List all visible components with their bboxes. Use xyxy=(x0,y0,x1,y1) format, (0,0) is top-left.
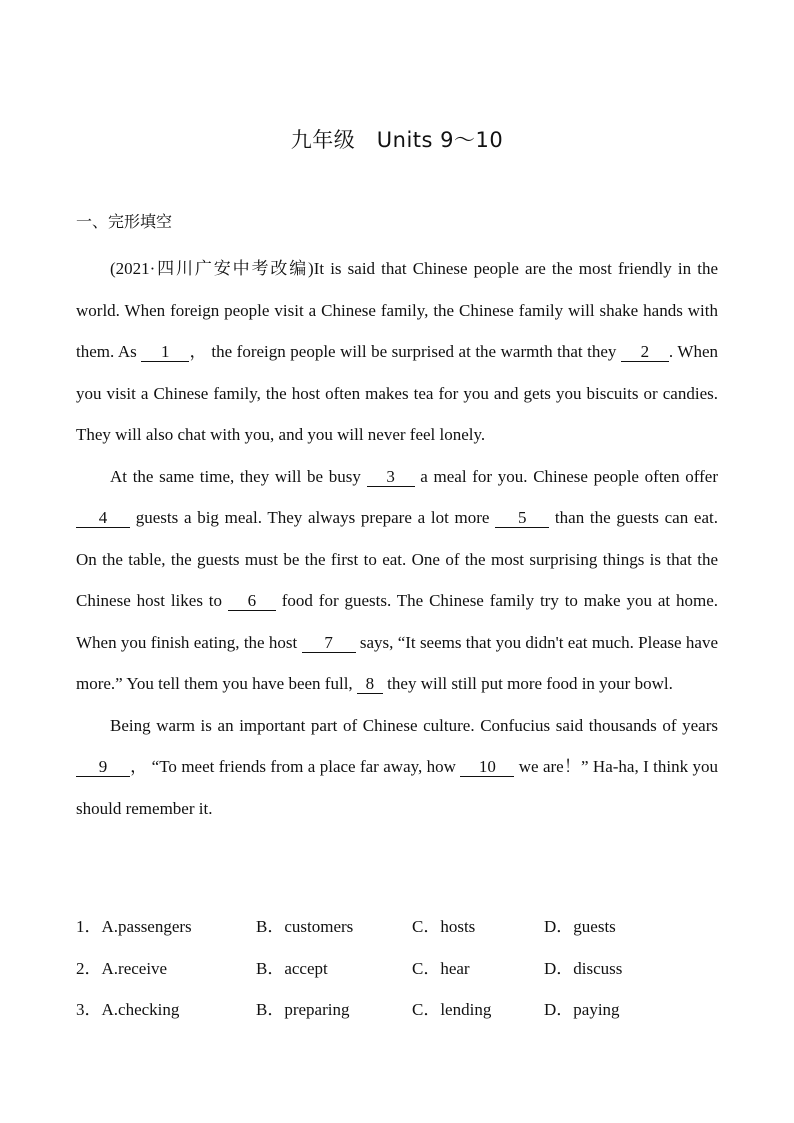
question-option-b: B．preparing xyxy=(256,1000,350,1019)
question-option-c: C．hear xyxy=(412,958,470,978)
paragraph-1 xyxy=(76,248,718,456)
passage-text: guests a big meal. They always prepare a lot more xyxy=(130,508,496,527)
question-number: 2． xyxy=(76,958,102,978)
passage-text: we are！” Ha-ha, I think you should remember it. xyxy=(76,757,718,818)
question-options xyxy=(76,912,718,1037)
question-option-c: C．hosts xyxy=(412,917,476,936)
blank-9: 9 xyxy=(76,758,130,777)
passage-text: says, “It seems that you didn't eat much. Please have more.” You tell them you have been full, xyxy=(76,632,718,693)
question-number: 1． xyxy=(76,917,102,936)
paragraph-2 xyxy=(76,456,718,705)
passage-text: Being warm is an important part of Chinese culture. Confucius said thousands of years xyxy=(110,715,718,735)
question-row xyxy=(76,995,718,1037)
passage-text: a meal for you. Chinese people often offer xyxy=(414,466,718,486)
passage-text: they will still put more food in your bowl. xyxy=(382,674,673,693)
passage-text: (2021·四川广安中考改编)It is said that Chinese people are the most friendly in the world. When foreign people visit a Chinese family, the Chinese family will shake hands with them. As xyxy=(76,259,718,361)
blank-6: 6 xyxy=(228,592,276,611)
passage-text: At the same time, they will be busy xyxy=(110,466,367,486)
blank-2: 2 xyxy=(621,343,669,362)
passage-text: food for guests. The Chinese family try to make you at home. When you finish eating, the host xyxy=(76,591,718,652)
blank-8: 8 xyxy=(357,675,383,694)
blank-1: 1 xyxy=(141,343,189,362)
question-option-b: B．customers xyxy=(256,917,354,936)
paragraph-3 xyxy=(76,705,718,830)
question-option-a xyxy=(76,954,167,979)
question-row xyxy=(76,912,718,954)
question-row xyxy=(76,954,718,996)
question-option-d: D．paying xyxy=(544,1000,620,1019)
blank-5: 5 xyxy=(495,509,549,528)
option-a-text: A.passengers xyxy=(101,917,192,936)
question-option-a xyxy=(76,995,179,1020)
blank-3: 3 xyxy=(367,468,415,487)
section-heading: 一、完形填空 xyxy=(76,212,173,231)
blank-7: 7 xyxy=(302,634,356,653)
passage-text: . When you visit a Chinese family, the host often makes tea for you and gets you biscuits or candies. They will also chat with you, and you will never feel lonely. xyxy=(76,342,718,444)
question-option-d: D．discuss xyxy=(544,958,623,978)
option-a-text: A.receive xyxy=(101,958,168,978)
question-option-b: B．accept xyxy=(256,958,328,978)
blank-10: 10 xyxy=(460,758,514,777)
passage-text: ， the foreign people will be surprised at the warmth that they xyxy=(189,342,621,361)
question-option-c: C．lending xyxy=(412,1000,492,1019)
option-a-text: A.checking xyxy=(101,1000,180,1019)
passage-text: ， “To meet friends from a place far away, how xyxy=(130,757,461,776)
cloze-passage xyxy=(76,248,718,829)
page-title: 九年级 Units 9～10 xyxy=(290,128,504,152)
question-option-d: D．guests xyxy=(544,917,616,936)
question-option-a xyxy=(76,912,192,937)
passage-text: than the guests can eat. On the table, the guests must be the first to eat. One of the most surprising things is that the Chinese host likes to xyxy=(76,508,718,610)
question-number: 3． xyxy=(76,1000,102,1019)
blank-4: 4 xyxy=(76,509,130,528)
